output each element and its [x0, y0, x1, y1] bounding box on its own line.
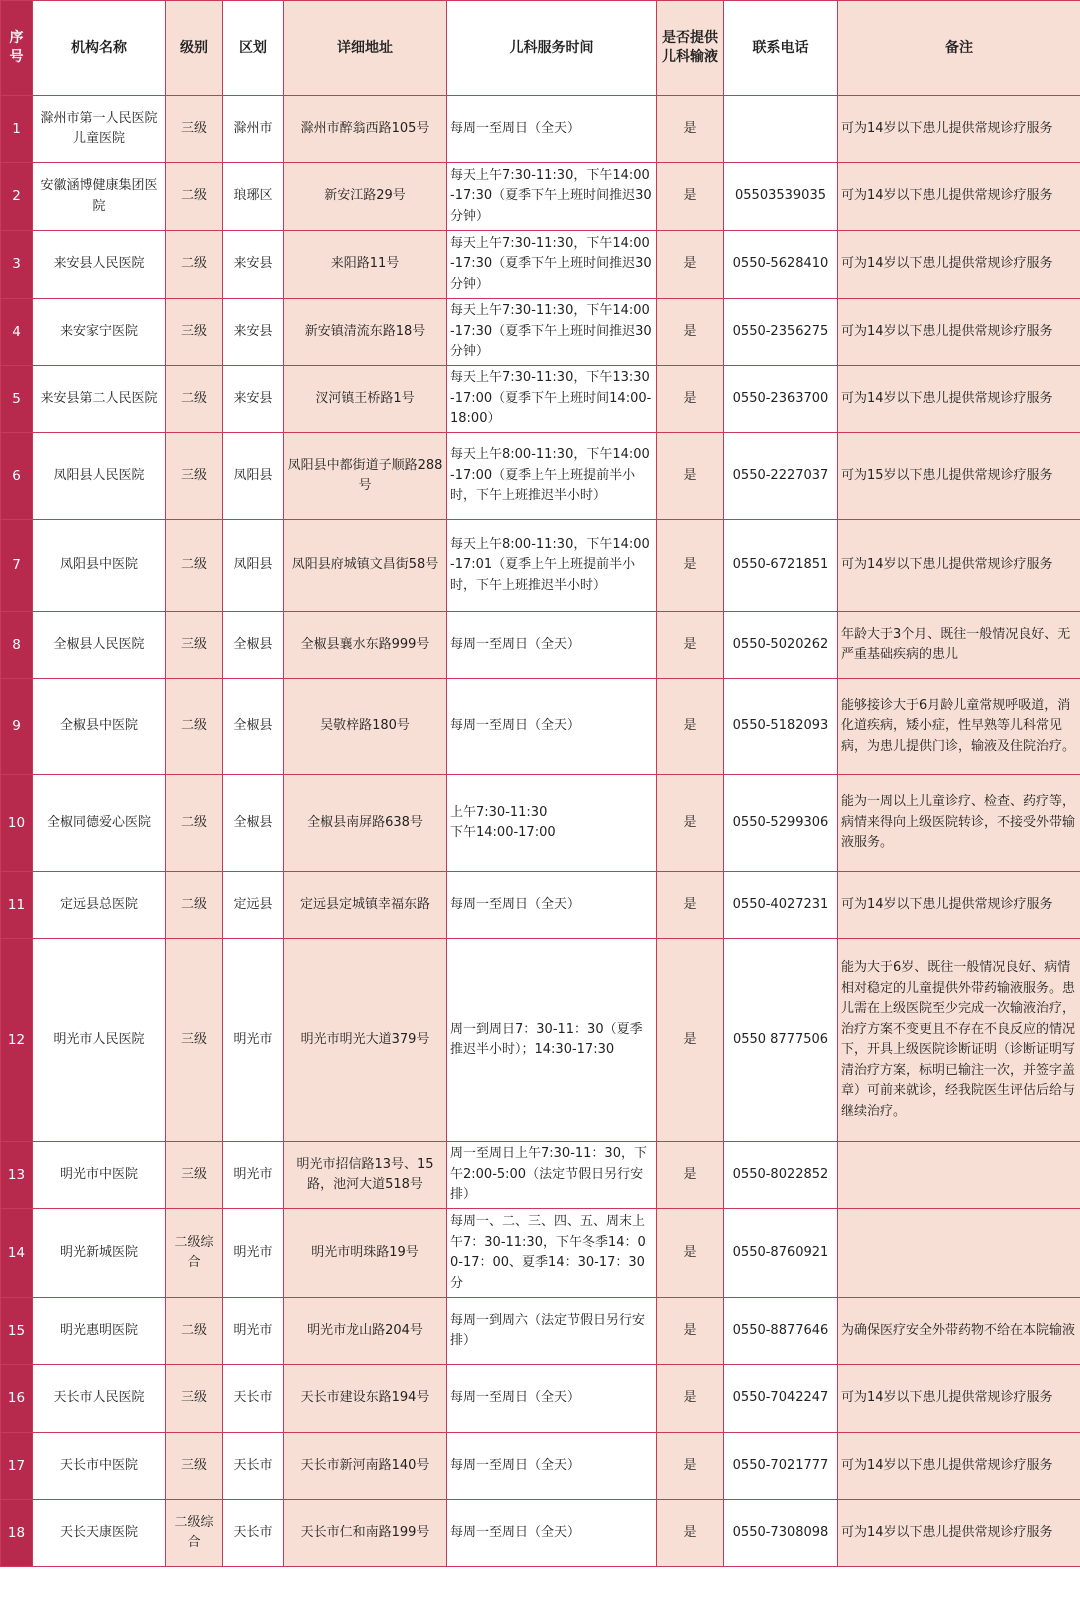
cell-infusion: 是 [657, 679, 724, 775]
cell-phone: 0550-7308098 [724, 1500, 838, 1567]
cell-address: 定远县定城镇幸福东路 [284, 872, 447, 939]
cell-hospital-name: 明光新城医院 [33, 1209, 166, 1298]
cell-level: 三级 [166, 1365, 223, 1433]
table-row [1, 520, 1080, 612]
cell-remarks: 可为14岁以下患儿提供常规诊疗服务 [838, 231, 1080, 299]
cell-service-time: 每周一至周日（全天） [447, 872, 657, 939]
cell-level: 二级 [166, 872, 223, 939]
cell-hospital-name: 全椒同德爱心医院 [33, 775, 166, 872]
cell-phone: 0550-7042247 [724, 1365, 838, 1433]
cell-level: 二级综合 [166, 1209, 223, 1298]
cell-hospital-name: 滁州市第一人民医院儿童医院 [33, 96, 166, 163]
cell-phone: 0550-6721851 [724, 520, 838, 612]
table-row [1, 939, 1080, 1142]
header-row [1, 1, 1080, 96]
cell-service-time: 每天上午7:30-11:30，下午14:00-17:30（夏季下午上班时间推迟30分钟） [447, 299, 657, 366]
cell-infusion: 是 [657, 231, 724, 299]
header-service-time: 儿科服务时间 [447, 1, 657, 96]
table-row [1, 231, 1080, 299]
cell-hospital-name: 凤阳县中医院 [33, 520, 166, 612]
cell-district: 全椒县 [223, 775, 284, 872]
cell-level: 二级 [166, 366, 223, 433]
cell-seq: 16 [1, 1365, 33, 1433]
table-row [1, 1142, 1080, 1209]
cell-district: 凤阳县 [223, 433, 284, 520]
cell-seq: 1 [1, 96, 33, 163]
cell-infusion: 是 [657, 163, 724, 231]
cell-infusion: 是 [657, 1433, 724, 1500]
cell-district: 凤阳县 [223, 520, 284, 612]
cell-service-time: 每周一至周日（全天） [447, 1365, 657, 1433]
cell-remarks: 可为14岁以下患儿提供常规诊疗服务 [838, 1433, 1080, 1500]
cell-infusion: 是 [657, 612, 724, 679]
cell-district: 全椒县 [223, 612, 284, 679]
cell-seq: 14 [1, 1209, 33, 1298]
cell-infusion: 是 [657, 775, 724, 872]
cell-seq: 11 [1, 872, 33, 939]
cell-address: 明光市明珠路19号 [284, 1209, 447, 1298]
cell-hospital-name: 来安县人民医院 [33, 231, 166, 299]
cell-service-time: 每天上午8:00-11:30，下午14:00-17:01（夏季上午上班提前半小时，下午上班推迟半小时） [447, 520, 657, 612]
cell-remarks: 年龄大于3个月、既往一般情况良好、无严重基础疾病的患儿 [838, 612, 1080, 679]
cell-district: 来安县 [223, 299, 284, 366]
header-district: 区划 [223, 1, 284, 96]
cell-district: 明光市 [223, 1209, 284, 1298]
cell-infusion: 是 [657, 299, 724, 366]
cell-service-time: 每天上午8:00-11:30，下午14:00-17:00（夏季上午上班提前半小时，下午上班推迟半小时） [447, 433, 657, 520]
cell-phone: 0550-2356275 [724, 299, 838, 366]
cell-hospital-name: 明光市人民医院 [33, 939, 166, 1142]
cell-phone: 0550-7021777 [724, 1433, 838, 1500]
cell-service-time: 每天上午7:30-11:30，下午13:30-17:00（夏季下午上班时间14:00-18:00） [447, 366, 657, 433]
cell-district: 明光市 [223, 1298, 284, 1365]
cell-service-time: 每周一、二、三、四、五、周末上午7：30-11:30，下午冬季14：00-17：00、夏季14：30-17：30分 [447, 1209, 657, 1298]
cell-seq: 9 [1, 679, 33, 775]
cell-address: 天长市仁和南路199号 [284, 1500, 447, 1567]
cell-infusion: 是 [657, 1209, 724, 1298]
cell-address: 全椒县襄水东路999号 [284, 612, 447, 679]
table-row [1, 1433, 1080, 1500]
cell-phone: 0550-5628410 [724, 231, 838, 299]
header-address: 详细地址 [284, 1, 447, 96]
cell-level: 三级 [166, 612, 223, 679]
table-row [1, 96, 1080, 163]
cell-service-time: 每周一至周日（全天） [447, 1500, 657, 1567]
cell-address: 来阳路11号 [284, 231, 447, 299]
cell-phone [724, 96, 838, 163]
cell-level: 二级 [166, 1298, 223, 1365]
cell-seq: 6 [1, 433, 33, 520]
cell-seq: 10 [1, 775, 33, 872]
cell-remarks: 能为一周以上儿童诊疗、检查、药疗等，病情来得向上级医院转诊，不接受外带输液服务。 [838, 775, 1080, 872]
cell-district: 明光市 [223, 1142, 284, 1209]
cell-infusion: 是 [657, 1500, 724, 1567]
cell-infusion: 是 [657, 1142, 724, 1209]
cell-address: 全椒县南屏路638号 [284, 775, 447, 872]
table-row [1, 612, 1080, 679]
cell-district: 琅琊区 [223, 163, 284, 231]
cell-remarks: 可为14岁以下患儿提供常规诊疗服务 [838, 96, 1080, 163]
cell-hospital-name: 来安县第二人民医院 [33, 366, 166, 433]
cell-hospital-name: 定远县总医院 [33, 872, 166, 939]
cell-service-time: 周一到周日7：30-11：30（夏季推迟半小时）；14:30-17:30 [447, 939, 657, 1142]
cell-hospital-name: 全椒县人民医院 [33, 612, 166, 679]
table-row [1, 775, 1080, 872]
cell-remarks: 可为14岁以下患儿提供常规诊疗服务 [838, 366, 1080, 433]
cell-infusion: 是 [657, 872, 724, 939]
cell-remarks: 可为14岁以下患儿提供常规诊疗服务 [838, 299, 1080, 366]
cell-infusion: 是 [657, 433, 724, 520]
table-row [1, 1365, 1080, 1433]
cell-address: 明光市龙山路204号 [284, 1298, 447, 1365]
cell-address: 新安镇清流东路18号 [284, 299, 447, 366]
cell-infusion: 是 [657, 939, 724, 1142]
table-row [1, 1500, 1080, 1567]
cell-address: 明光市招信路13号、15路，池河大道518号 [284, 1142, 447, 1209]
cell-district: 来安县 [223, 366, 284, 433]
table-row [1, 366, 1080, 433]
cell-remarks: 可为14岁以下患儿提供常规诊疗服务 [838, 872, 1080, 939]
cell-service-time: 每周一至周日（全天） [447, 612, 657, 679]
cell-seq: 3 [1, 231, 33, 299]
cell-phone: 0550-5299306 [724, 775, 838, 872]
header-phone: 联系电话 [724, 1, 838, 96]
cell-address: 明光市明光大道379号 [284, 939, 447, 1142]
cell-phone: 0550-2363700 [724, 366, 838, 433]
cell-level: 二级 [166, 775, 223, 872]
cell-infusion: 是 [657, 1298, 724, 1365]
cell-remarks [838, 1209, 1080, 1298]
cell-remarks [838, 1142, 1080, 1209]
cell-seq: 8 [1, 612, 33, 679]
cell-remarks: 为确保医疗安全外带药物不给在本院输液 [838, 1298, 1080, 1365]
cell-service-time: 每周一至周日（全天） [447, 96, 657, 163]
cell-phone: 0550-5182093 [724, 679, 838, 775]
cell-seq: 12 [1, 939, 33, 1142]
cell-hospital-name: 凤阳县人民医院 [33, 433, 166, 520]
cell-hospital-name: 来安家宁医院 [33, 299, 166, 366]
cell-seq: 13 [1, 1142, 33, 1209]
table-row [1, 299, 1080, 366]
cell-level: 二级 [166, 231, 223, 299]
cell-level: 二级综合 [166, 1500, 223, 1567]
cell-service-time: 每周一至周日（全天） [447, 679, 657, 775]
cell-service-time: 每天上午7:30-11:30，下午14:00-17:30（夏季下午上班时间推迟30分钟） [447, 231, 657, 299]
header-level: 级别 [166, 1, 223, 96]
cell-phone: 0550 8777506 [724, 939, 838, 1142]
cell-phone: 05503539035 [724, 163, 838, 231]
cell-service-time: 周一至周日上午7:30-11：30，下午2:00-5:00（法定节假日另行安排） [447, 1142, 657, 1209]
cell-level: 二级 [166, 163, 223, 231]
cell-level: 三级 [166, 96, 223, 163]
header-seq: 序号 [1, 1, 33, 96]
cell-phone: 0550-5020262 [724, 612, 838, 679]
cell-phone: 0550-2227037 [724, 433, 838, 520]
cell-seq: 15 [1, 1298, 33, 1365]
cell-district: 全椒县 [223, 679, 284, 775]
cell-infusion: 是 [657, 520, 724, 612]
cell-infusion: 是 [657, 1365, 724, 1433]
cell-remarks: 可为14岁以下患儿提供常规诊疗服务 [838, 163, 1080, 231]
table-row [1, 679, 1080, 775]
cell-service-time: 每天上午7:30-11:30，下午14:00-17:30（夏季下午上班时间推迟30分钟） [447, 163, 657, 231]
cell-level: 三级 [166, 1433, 223, 1500]
cell-remarks: 能够接诊大于6月龄儿童常规呼吸道，消化道疾病，矮小症，性早熟等儿科常见病，为患儿提供门诊，输液及住院治疗。 [838, 679, 1080, 775]
header-name: 机构名称 [33, 1, 166, 96]
cell-seq: 4 [1, 299, 33, 366]
cell-hospital-name: 全椒县中医院 [33, 679, 166, 775]
cell-service-time: 每周一到周六（法定节假日另行安排） [447, 1298, 657, 1365]
cell-address: 凤阳县府城镇文昌街58号 [284, 520, 447, 612]
cell-level: 三级 [166, 939, 223, 1142]
cell-hospital-name: 明光惠明医院 [33, 1298, 166, 1365]
table-row [1, 1298, 1080, 1365]
cell-address: 滁州市醉翁西路105号 [284, 96, 447, 163]
table-row [1, 1209, 1080, 1298]
cell-level: 三级 [166, 433, 223, 520]
cell-remarks: 可为14岁以下患儿提供常规诊疗服务 [838, 1500, 1080, 1567]
cell-phone: 0550-8022852 [724, 1142, 838, 1209]
cell-phone: 0550-8760921 [724, 1209, 838, 1298]
cell-district: 天长市 [223, 1433, 284, 1500]
header-infusion: 是否提供儿科输液 [657, 1, 724, 96]
cell-seq: 17 [1, 1433, 33, 1500]
table-row [1, 163, 1080, 231]
cell-level: 三级 [166, 1142, 223, 1209]
cell-level: 三级 [166, 299, 223, 366]
cell-remarks: 可为14岁以下患儿提供常规诊疗服务 [838, 1365, 1080, 1433]
cell-seq: 18 [1, 1500, 33, 1567]
cell-address: 凤阳县中都街道子顺路288号 [284, 433, 447, 520]
cell-district: 来安县 [223, 231, 284, 299]
table-row [1, 872, 1080, 939]
cell-service-time: 每周一至周日（全天） [447, 1433, 657, 1500]
cell-address: 汊河镇王桥路1号 [284, 366, 447, 433]
cell-seq: 2 [1, 163, 33, 231]
cell-address: 吴敬梓路180号 [284, 679, 447, 775]
cell-seq: 5 [1, 366, 33, 433]
cell-address: 新安江路29号 [284, 163, 447, 231]
cell-remarks: 能为大于6岁、既往一般情况良好、病情相对稳定的儿童提供外带药输液服务。患儿需在上级医院至少完成一次输液治疗，治疗方案不变更且不存在不良反应的情况下，开具上级医院诊断证明（诊断证明写清治疗方案，标明已输注一次，并签字盖章）可前来就诊，经我院医生评估后给与继续治疗。 [838, 939, 1080, 1142]
cell-seq: 7 [1, 520, 33, 612]
cell-remarks: 可为14岁以下患儿提供常规诊疗服务 [838, 520, 1080, 612]
cell-address: 天长市建设东路194号 [284, 1365, 447, 1433]
cell-hospital-name: 明光市中医院 [33, 1142, 166, 1209]
cell-infusion: 是 [657, 366, 724, 433]
cell-district: 天长市 [223, 1365, 284, 1433]
cell-hospital-name: 天长天康医院 [33, 1500, 166, 1567]
cell-hospital-name: 安徽涵博健康集团医院 [33, 163, 166, 231]
cell-district: 明光市 [223, 939, 284, 1142]
cell-phone: 0550-8877646 [724, 1298, 838, 1365]
cell-district: 定远县 [223, 872, 284, 939]
cell-level: 二级 [166, 520, 223, 612]
cell-remarks: 可为15岁以下患儿提供常规诊疗服务 [838, 433, 1080, 520]
cell-phone: 0550-4027231 [724, 872, 838, 939]
table-row [1, 433, 1080, 520]
cell-district: 天长市 [223, 1500, 284, 1567]
cell-hospital-name: 天长市人民医院 [33, 1365, 166, 1433]
cell-hospital-name: 天长市中医院 [33, 1433, 166, 1500]
cell-infusion: 是 [657, 96, 724, 163]
cell-address: 天长市新河南路140号 [284, 1433, 447, 1500]
header-remarks: 备注 [838, 1, 1080, 96]
cell-district: 滁州市 [223, 96, 284, 163]
cell-level: 二级 [166, 679, 223, 775]
cell-service-time: 上午7:30-11:30 下午14:00-17:00 [447, 775, 657, 872]
